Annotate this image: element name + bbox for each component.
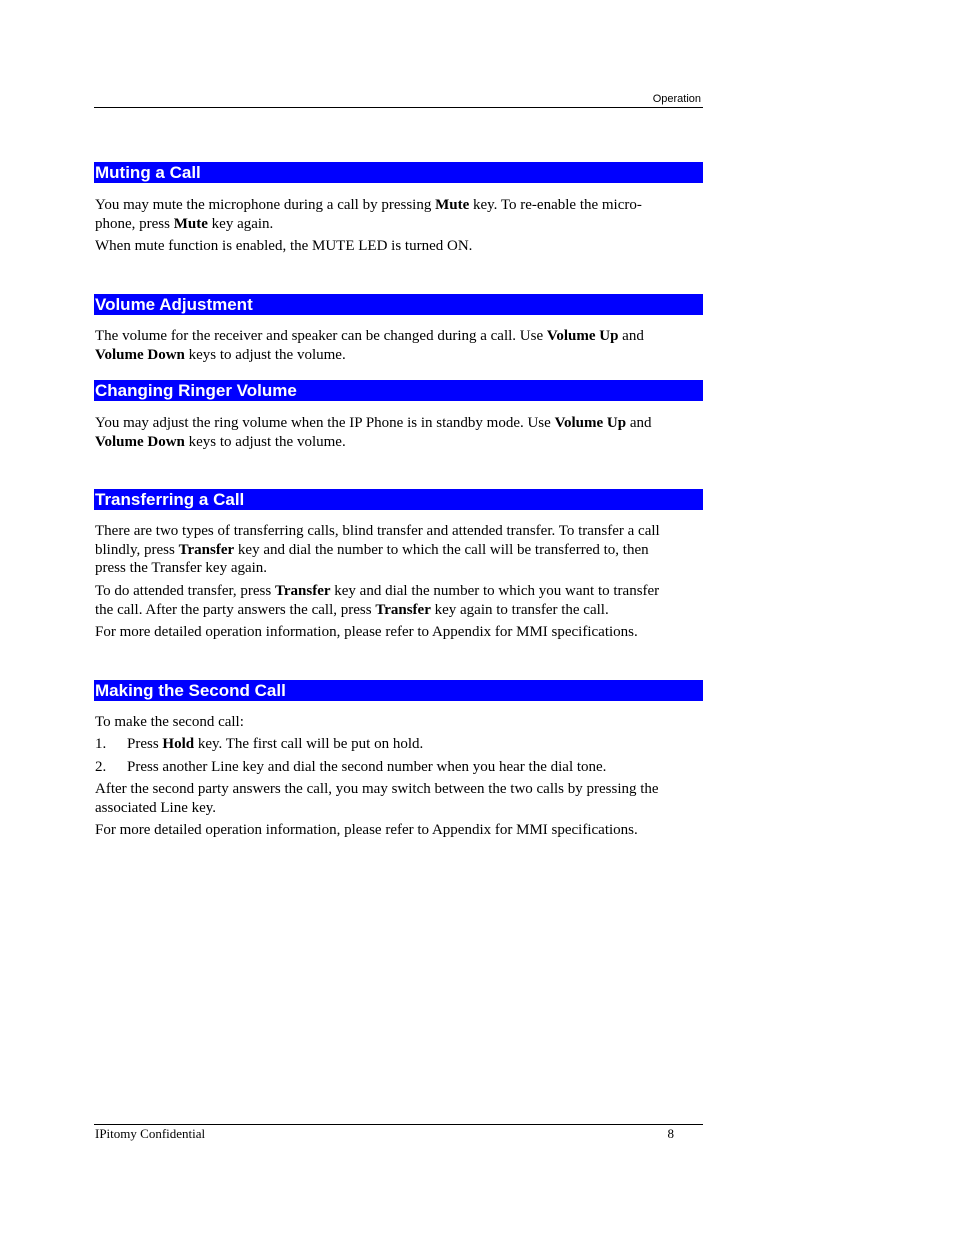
second-call-paragraph-3: For more detailed operation information, please refer to Appendix for MMI specifications. [95,822,638,838]
list-item-number: 2. [95,759,107,775]
list-item-number: 1. [95,736,107,752]
heading-volume-adjustment: Volume Adjustment [94,294,703,315]
ringer-paragraph-1: You may adjust the ring volume when the IP Phone is in standby mode. Use Volume Up and Volume Down keys to adjust the volume. [95,415,652,450]
heading-changing-ringer-volume: Changing Ringer Volume [94,380,703,401]
muting-paragraph-2: When mute function is enabled, the MUTE LED is turned ON. [95,238,473,254]
volume-paragraph-1: The volume for the receiver and speaker can be changed during a call. Use Volume Up and Volume Down keys to adjust the volume. [95,328,644,363]
list-item: Press another Line key and dial the second number when you hear the dial tone. [127,759,607,775]
transfer-paragraph-2: To do attended transfer, press Transfer key and dial the number to which you want to transfer the call. After the party answers the call, press Transfer key again to transfer the call. [95,583,660,618]
heading-transferring-a-call: Transferring a Call [94,489,703,510]
second-call-paragraph-2: After the second party answers the call, you may switch between the two calls by pressing the associated Line key. [95,781,659,816]
heading-muting-a-call: Muting a Call [94,162,703,183]
transfer-paragraph-1: There are two types of transferring calls, blind transfer and attended transfer. To transfer a call blindly, press Transfer key and dial the number to which the call will be transferred to, then press the Transfer key again. [95,523,660,576]
running-header: Operation [652,93,701,105]
transfer-paragraph-3: For more detailed operation information, please refer to Appendix for MMI specifications. [95,624,638,640]
heading-making-the-second-call: Making the Second Call [94,680,703,701]
header-divider [94,107,703,108]
list-item: Press Hold key. The first call will be put on hold. [127,736,424,752]
muting-paragraph-1: You may mute the microphone during a call by pressing Mute key. To re-enable the micro- phone, press Mute key again. [95,197,642,232]
footer-divider [94,1124,703,1125]
footer-confidential-label: IPitomy Confidential [95,1126,206,1141]
page-number: 8 [667,1126,674,1141]
second-call-intro: To make the second call: [95,714,244,730]
